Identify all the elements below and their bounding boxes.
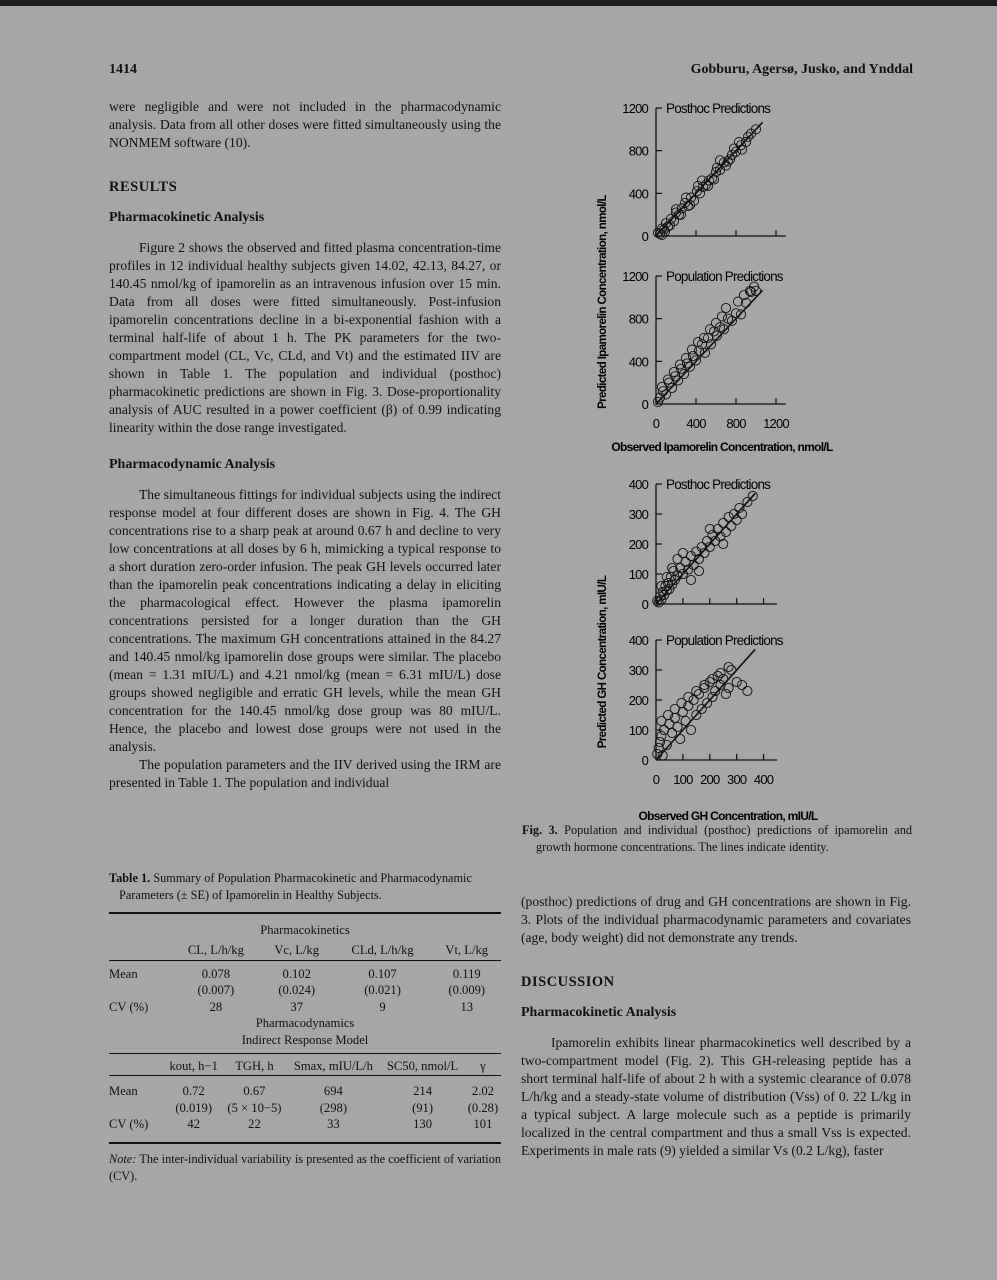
table-cell: 130 <box>413 1117 432 1131</box>
table-1-note-text: The inter-individual variability is presented as the coefficient of variation (CV). <box>109 1151 502 1183</box>
y-tick-label: 800 <box>628 311 648 327</box>
table-1-note <box>109 1151 501 1185</box>
data-point <box>684 692 693 701</box>
x-tick-label: 0 <box>652 772 660 787</box>
y-tick-label: 400 <box>628 354 648 370</box>
table-cell: (0.019) <box>175 1100 213 1115</box>
data-point <box>708 674 717 683</box>
pd-section-subtitle: Indirect Response Model <box>241 1032 369 1047</box>
pd-col-header: γ <box>480 1058 486 1073</box>
y-tick-label: 400 <box>628 186 648 202</box>
results-heading: RESULTS <box>109 179 178 195</box>
table-1-label: Table 1. <box>109 871 151 885</box>
table-cell: 101 <box>473 1117 493 1131</box>
pd-mean-label: Mean <box>109 1084 138 1098</box>
pd-cv-label: CV (%) <box>109 1117 149 1131</box>
data-point <box>673 722 682 731</box>
pk-cv-label: CV (%) <box>109 999 149 1014</box>
table-cell: 13 <box>460 999 474 1014</box>
pk-analysis-paragraph: Figure 2 shows the observed and fitted plasma concentration-time profiles in 12 individual healthy subjects given 14.02, 42.13, 84.27, or 140.45 nmol/kg of ipamorelin as an intravenous infusion over 15 min. Data from all doses were fitted simultaneously. Post-infusion ipamorelin concentrations decline in a bi-exponential fashion with a terminal half-life of about 1 h. The PK parameters for the two-compartment model (CL, Vc, CLd, and Vt) and the estimated IIV are shown in Table 1. The population and individual (posthoc) pharmacokinetic predictions are shown in Fig. 3. Dose-proportionality analysis of AUC resulted in a power coefficient (β) of 0.99 indicating linearity within the dose range investigated. <box>109 240 501 435</box>
pd-analysis-paragraph-2: The population parameters and the IIV derived using the IRM are presented in Table 1. The population and individual <box>109 757 501 790</box>
data-point <box>694 566 703 575</box>
continuation-paragraph: (posthoc) predictions of drug and GH concentrations are shown in Fig. 3. Plots of the individual pharmacodynamic parameters and covariates (age, body weight) did not demonstrate any trends. <box>521 894 911 945</box>
data-point <box>657 731 666 740</box>
data-point <box>694 689 703 698</box>
table-cell: 0.119 <box>452 966 481 981</box>
table-cell: 214 <box>413 1084 432 1098</box>
figure-3 <box>590 92 870 828</box>
y-tick-label: 300 <box>628 507 648 522</box>
pk-col-header: Vc, L/kg <box>274 943 320 957</box>
discussion-pk-heading: Pharmacokinetic Analysis <box>521 1005 677 1020</box>
y-tick-label: 100 <box>628 567 648 582</box>
table-1-caption <box>109 870 501 904</box>
table-cell: 0.078 <box>201 966 231 981</box>
panel-title: Posthoc Predictions <box>666 101 771 116</box>
identity-line <box>656 122 763 236</box>
x-tick-label: 1200 <box>763 416 789 431</box>
table-cell: 9 <box>379 999 386 1014</box>
figure-3-caption <box>522 822 912 856</box>
data-point <box>724 662 733 671</box>
data-point <box>678 548 687 557</box>
table-cell: 28 <box>209 999 223 1014</box>
y-tick-label: 200 <box>628 693 648 708</box>
identity-line <box>656 290 763 404</box>
pk-col-header: CL, L/h/kg <box>187 943 244 957</box>
page-number: 1414 <box>109 62 137 77</box>
running-header-authors: Gobburu, Agersø, Jusko, and Ynddal <box>690 62 913 77</box>
intro-paragraph: were negligible and were not included in the pharmacodynamic analysis. Data from all other doses were fitted simultaneously using the NONMEM software (10). <box>109 99 501 150</box>
table-cell: 0.102 <box>282 966 311 981</box>
ipam-x-axis-label: Observed Ipamorelin Concentration, nmol/L <box>611 440 833 454</box>
left-column <box>109 98 501 792</box>
discussion-paragraph: Ipamorelin exhibits linear pharmacokinetics well described by a two-compartment model (Fig. 2). This GH-releasing peptide has a short terminal half-life of about 2 h with a systemic clearance of 0.078 L/h/kg and a steady-state volume of distribution (Vss) of 0. 22 L/kg in a typical subject. A large molecule such as a peptide is primarily localized in the central compartment and thus a small Vss is expected. Experiments in male rats (9) yielded a similar Vs (0.2 L/kg), faster <box>521 1035 911 1158</box>
ipam-y-axis-label: Predicted Ipamorelin Concentration, nmol/L <box>597 195 609 409</box>
y-tick-label: 0 <box>641 397 648 412</box>
pd-analysis-heading: Pharmacodynamic Analysis <box>109 457 276 472</box>
table-cell: (91) <box>412 1100 434 1115</box>
y-tick-label: 1200 <box>622 101 648 116</box>
data-point <box>686 725 695 734</box>
table-cell: (0.28) <box>467 1100 499 1115</box>
identity-line <box>656 493 755 604</box>
x-tick-label: 400 <box>686 416 706 431</box>
pd-col-header: kout, h−1 <box>169 1058 218 1073</box>
pk-col-header: CLd, L/h/kg <box>351 943 414 957</box>
table-cell: 0.107 <box>368 966 397 981</box>
table-cell: 2.02 <box>471 1084 494 1098</box>
data-point <box>676 210 685 219</box>
table-cell: (0.007) <box>197 983 235 997</box>
paper-page <box>0 6 997 1280</box>
x-tick-label: 800 <box>726 416 746 431</box>
x-tick-label: 300 <box>727 772 747 787</box>
data-point <box>687 345 696 354</box>
data-point <box>713 671 722 680</box>
y-tick-label: 400 <box>628 633 648 648</box>
data-point <box>721 689 730 698</box>
data-point <box>743 686 752 695</box>
x-tick-label: 400 <box>753 772 774 787</box>
y-tick-label: 300 <box>628 663 648 678</box>
gh-posthoc-panel <box>629 477 777 612</box>
data-point <box>721 303 730 312</box>
panel-title: Population Predictions <box>666 269 783 284</box>
table-cell: (0.021) <box>364 983 401 997</box>
gh-population-panel <box>629 633 784 787</box>
data-point <box>719 539 728 548</box>
y-tick-label: 200 <box>628 537 648 552</box>
data-point <box>689 695 698 704</box>
pk-col-header: Vt, L/kg <box>445 943 489 957</box>
data-point <box>662 572 671 581</box>
data-point <box>686 575 695 584</box>
pd-col-header: TGH, h <box>235 1058 274 1073</box>
y-tick-label: 0 <box>641 229 648 244</box>
data-point <box>732 677 741 686</box>
ipam-posthoc-panel <box>622 101 786 244</box>
y-tick-label: 800 <box>628 143 648 159</box>
pd-analysis-paragraph-1: The simultaneous fittings for individual subjects using the indirect response model at four different doses are shown in Fig. 4. The GH concentrations rise to a sharp peak at around 0.67 h and decline to very low concentrations at all doses by 6 h, mimicking a typical response to a short duration zero-order infusion. The peak GH levels occurred later than the ipamorelin peak concentrations indicating a delay in eliciting the pharmacological effect. However the plasma ipamorelin concentrations persisted for a longer duration than the GH concentrations. The maximum GH concentrations attained in the 84.27 and 140.45 nmol/kg ipamorelin dose groups were similar. The placebo (mean = 1.31 mIU/L) and 4.21 nmol/kg (mean = 6.31 mIU/L) dose groups showed negligible and erratic GH levels, while the mean GH concentration for the 140.45 nmol/kg dose group was 80 mIU/L. Hence, the placebo and lowest dose groups were not used in the analysis. <box>109 487 501 754</box>
data-point <box>673 554 682 563</box>
x-tick-label: 200 <box>700 772 720 787</box>
pd-col-header: Smax, mIU/L/h <box>293 1058 373 1073</box>
data-point <box>668 728 677 737</box>
y-tick-label: 0 <box>641 597 648 612</box>
table-cell: (5 × 10−5) <box>227 1100 282 1115</box>
table-cell: 37 <box>290 999 303 1014</box>
panel-title: Posthoc Predictions <box>666 477 771 492</box>
panel-title: Population Predictions <box>666 633 783 648</box>
right-column <box>521 893 911 1160</box>
gh-y-axis-label: Predicted GH Concentration, mIU/L <box>597 575 609 749</box>
table-cell: 694 <box>323 1084 343 1098</box>
table-cell: (0.024) <box>278 983 316 997</box>
table-cell: 42 <box>187 1117 200 1131</box>
data-point <box>734 138 743 147</box>
table-1-note-label: Note: <box>109 1151 137 1166</box>
table-cell: (0.009) <box>448 983 486 997</box>
pk-analysis-heading: Pharmacokinetic Analysis <box>109 210 265 225</box>
parameter-table <box>109 912 501 1053</box>
pd-col-header: SC50, nmol/L <box>386 1058 459 1073</box>
table-cell: 0.67 <box>243 1084 266 1098</box>
table-cell: 33 <box>327 1117 340 1131</box>
figure-3-caption-text: Population and individual (posthoc) predictions of ipamorelin and growth hormone concentrations. The lines indicate identity. <box>536 823 912 854</box>
y-tick-label: 100 <box>628 723 648 738</box>
identity-line <box>656 649 755 760</box>
pk-mean-label: Mean <box>109 966 138 981</box>
data-point <box>716 668 725 677</box>
table-1-caption-text: Summary of Population Pharmacokinetic and Pharmacodynamic Parameters (± SE) of Ipamorelin in Healthy Subjects. <box>119 871 472 902</box>
data-point <box>724 683 733 692</box>
table-cell: 22 <box>248 1117 261 1131</box>
pd-parameter-table <box>109 1053 501 1148</box>
data-point <box>692 686 701 695</box>
x-tick-label: 0 <box>652 416 660 431</box>
pk-section-title: Pharmacokinetics <box>260 923 350 937</box>
table-1 <box>109 870 501 1185</box>
ipam-population-panel <box>622 269 789 431</box>
data-point <box>717 312 726 321</box>
y-tick-label: 1200 <box>622 269 648 284</box>
table-cell: 0.72 <box>182 1084 205 1098</box>
y-tick-label: 400 <box>628 477 648 492</box>
data-point <box>705 677 714 686</box>
figure-3-label: Fig. 3. <box>522 823 558 837</box>
table-cell: (298) <box>319 1100 348 1115</box>
discussion-heading: DISCUSSION <box>521 974 615 990</box>
pd-section-title: Pharmacodynamics <box>255 1016 355 1030</box>
x-tick-label: 100 <box>673 772 693 787</box>
data-point <box>737 680 746 689</box>
gh-x-axis-label: Observed GH Concentration, mIU/L <box>638 809 818 823</box>
y-tick-label: 0 <box>641 753 648 768</box>
